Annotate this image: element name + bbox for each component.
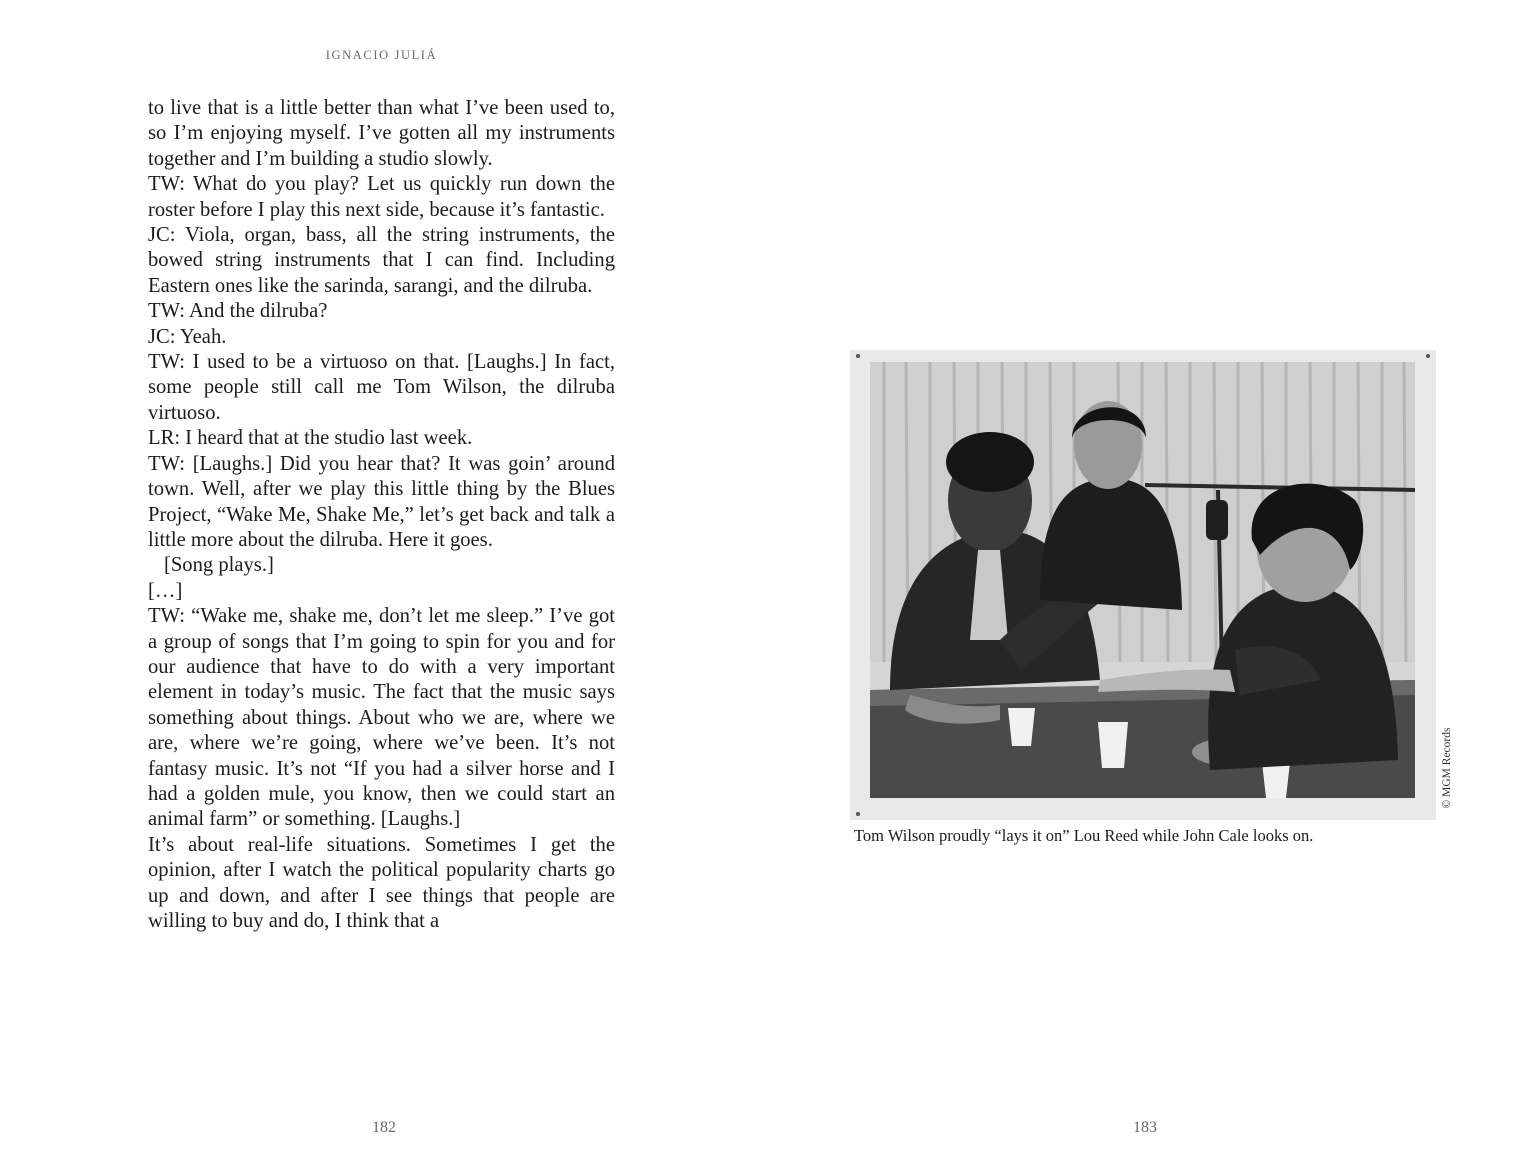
page-number-right: 183 bbox=[1133, 1119, 1157, 1136]
paragraph: JC: Yeah. bbox=[148, 325, 227, 348]
photo-credit-text: © MGM Records bbox=[1441, 727, 1453, 809]
body-text bbox=[148, 96, 615, 934]
paragraph: to live that is a little better than what I’ve been used to, so I’m enjoying myself. I’ve gotten all my instruments together and I’m building a studio slowly. bbox=[148, 97, 615, 170]
paragraph: JC: Viola, organ, bass, all the string instruments, the bowed string instruments that I can find. Including Eastern ones like the sarinda, sarangi, and the dilruba. bbox=[148, 224, 615, 297]
photo-caption: Tom Wilson proudly “lays it on” Lou Reed while John Cale looks on. bbox=[854, 826, 1314, 845]
paragraph: TW: [Laughs.] Did you hear that? It was goin’ around town. Well, after we play this little thing by the Blues Project, “Wake Me, Shake Me,” let’s get back and talk a little more about the dilruba. Here it goes. bbox=[148, 452, 615, 551]
paragraph: TW: “Wake me, shake me, don’t let me sleep.” I’ve got a group of songs that I’m going to spin for you and for our audience that have to do with a very important element in today’s music. The fact that the music says something about things. About who we are, where we are, where we’re going, where we’ve been. It’s not fantasy music. It’s not “If you had a silver horse and I had a golden mule, you know, then we could start an animal farm” or something. [Laughs.] bbox=[148, 605, 615, 831]
running-head: IGNACIO JULIÁ bbox=[325, 48, 438, 62]
page-number-left: 182 bbox=[372, 1119, 396, 1136]
paragraph: It’s about real-life situations. Sometimes I get the opinion, after I watch the political popularity charts go up and down, and after I see things that people are willing to buy and do, I think that a bbox=[148, 833, 615, 932]
photograph-illustration bbox=[850, 350, 1436, 820]
ellipsis-marker: […] bbox=[148, 579, 183, 602]
paragraph: TW: And the dilruba? bbox=[148, 300, 328, 323]
paragraph: TW: What do you play? Let us quickly run down the roster before I play this next side, because it’s fantastic. bbox=[148, 173, 615, 221]
paragraph: TW: I used to be a virtuoso on that. [Laughs.] In fact, some people still call me Tom Wilson, the dilruba virtuoso. bbox=[148, 351, 615, 424]
stage-direction: [Song plays.] bbox=[164, 554, 274, 577]
paragraph: LR: I heard that at the studio last week. bbox=[148, 427, 473, 450]
photograph bbox=[850, 350, 1436, 820]
